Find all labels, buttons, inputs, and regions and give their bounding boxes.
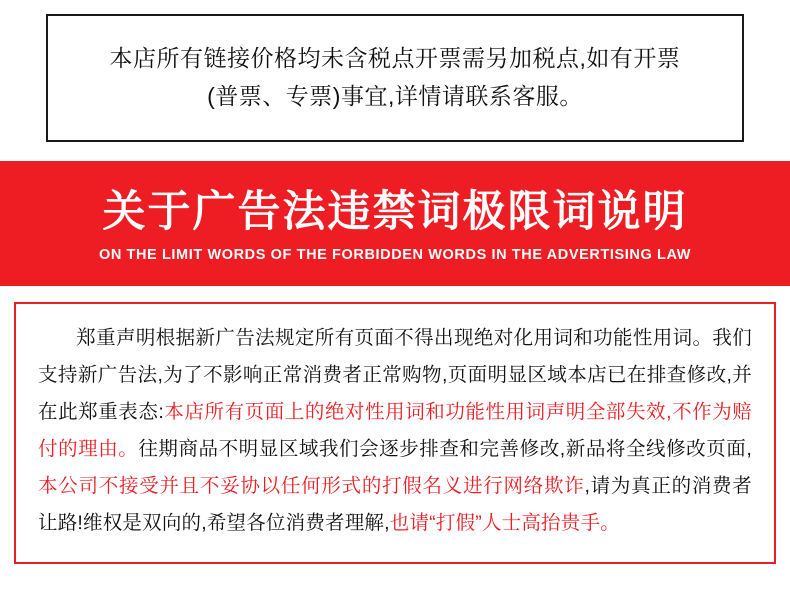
advertising-law-disclaimer-page (0, 14, 790, 602)
tax-notice-line-1: 本店所有链接价格均未含税点开票需另加税点,如有开票 (109, 45, 681, 71)
tax-notice-box (46, 14, 744, 142)
statement-segment-4-highlight: 本公司不接受并且不妥协以任何形式的打假名义进行网络欺诈 (38, 475, 585, 497)
statement-segment-2-highlight: 本店所有页面上的绝对性用词和功能性用词声明全部失效,不作为赔付的理由。 (38, 401, 752, 460)
statement-box (14, 302, 776, 564)
tax-notice-line-2: (普票、专票)事宜,详情请联系客服。 (207, 83, 583, 109)
banner-section (0, 161, 790, 286)
banner-title: 关于广告法违禁词极限词说明 (102, 188, 688, 236)
statement-paragraph (38, 320, 752, 542)
statement-segment-5: ,请为真正的消费者让路!维权是双向的,希望各位消费者理解, (38, 475, 753, 534)
banner-subtitle: ON THE LIMIT WORDS OF THE FORBIDDEN WORDS IN THE ADVERTISING LAW (98, 247, 692, 263)
statement-segment-1: 郑重声明根据新广告法规定所有页面不得出现绝对化用词和功能性用词。我们支持新广告法,为了不影响正常消费者正常购物,页面明显区域本店已在排查修改,并在此郑重表态: (38, 327, 752, 423)
statement-segment-6-highlight: 也请“打假”人士高抬贵手。 (389, 512, 620, 534)
statement-segment-3: 往期商品不明显区域我们会逐步排查和完善修改,新品将全线修改页面, (138, 438, 752, 460)
